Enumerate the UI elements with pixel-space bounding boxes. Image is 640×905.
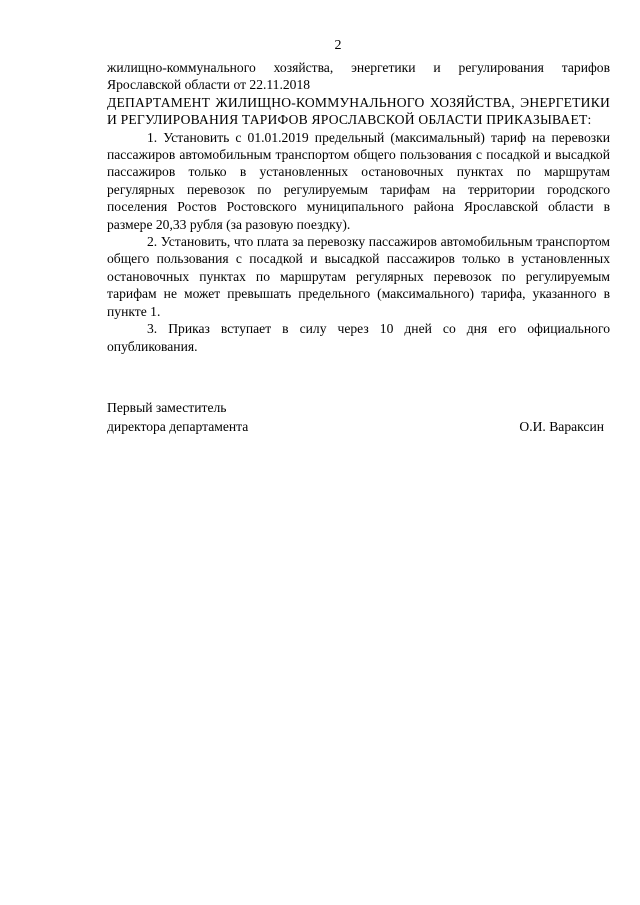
signature-line <box>107 417 610 436</box>
order-item-3: 3. Приказ вступает в силу через 10 дней со дня его официального опубликования. <box>107 321 610 354</box>
document-body <box>107 59 610 355</box>
order-item-1: 1. Установить с 01.01.2019 предельный (максимальный) тариф на перевозки пассажиров автомобильным транспортом общего пользования с посадкой и высадкой пассажиров только в установленных остановочных пунктах по маршрутам регулярных перевозок по регулируемым тарифам на территории городского поселения Ростов Ростовского муниципального района Ярославской области в размере 20,33 рубля (за разовую поездку). <box>107 129 610 232</box>
order-item-2: 2. Установить, что плата за перевозку пассажиров автомобильным транспортом общего пользования с посадкой и высадкой пассажиров только в установленных остановочных пунктах по маршрутам регулярных перевозок по регулируемым тарифам не может превышать предельного (максимального) тарифа, указанного в пункте 1. <box>107 234 610 319</box>
signatory-name: О.И. Вараксин <box>519 419 604 434</box>
signature-block <box>107 398 610 436</box>
intro-paragraph: жилищно-коммунального хозяйства, энергетики и регулирования тарифов Ярославской области от 22.11.2018 <box>107 60 610 93</box>
signature-position-line1: Первый заместитель <box>107 400 227 415</box>
page-number: 2 <box>334 38 342 53</box>
signature-position-line2: директора департамента <box>107 419 249 434</box>
order-heading: ДЕПАРТАМЕНТ ЖИЛИЩНО-КОММУНАЛЬНОГО ХОЗЯЙСТВА, ЭНЕРГЕТИКИ И РЕГУЛИРОВАНИЯ ТАРИФОВ ЯРОСЛАВСКОЙ ОБЛАСТИ ПРИКАЗЫВАЕТ: <box>107 94 610 128</box>
